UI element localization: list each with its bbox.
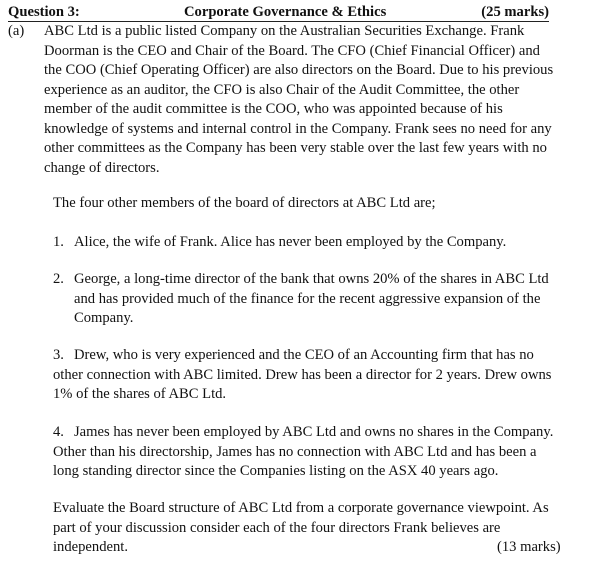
task-line: independent. [53, 539, 128, 555]
list-number: 2. [53, 271, 64, 287]
paragraph-line: experience as an auditor, the CFO is also Chair of the Audit Committee, the other [44, 81, 520, 98]
list-item-line: 1% of the shares of ABC Ltd. [53, 386, 227, 402]
task-line: part of your discussion consider each of the four directors Frank believes are [53, 519, 501, 536]
task-instruction [53, 499, 563, 558]
list-item-line: and has provided much of the finance for the recent aggressive expansion of the [74, 290, 541, 307]
paragraph-line: the COO (Chief Operating Officer) are also directors on the Board. Due to his previous [44, 62, 554, 78]
list-item-line: Other than his directorship, James has no connection with ABC Ltd and has been a [53, 443, 537, 460]
paragraph-line: knowledge of systems and internal control in the Company. Frank sees no need for any [44, 120, 552, 137]
list-item-line: Alice, the wife of Frank. Alice has never been employed by the Company. [74, 234, 507, 250]
list-item-line: James has never been employed by ABC Ltd and owns no shares in the Company. [74, 424, 554, 440]
directors-intro: The four other members of the board of directors at ABC Ltd are; [53, 195, 436, 211]
list-item-line: other connection with ABC limited. Drew has been a director for 2 years. Drew owns [53, 366, 552, 383]
list-number: 3. [53, 347, 64, 363]
paragraph-line: member of the audit committee is the COO, who was appointed because of his [44, 101, 503, 117]
question-marks: (25 marks) [481, 4, 549, 20]
task-marks: (13 marks) [497, 539, 561, 555]
list-number: 1. [53, 234, 64, 250]
list-item-line: long standing director since the Companies listing on the ASX 40 years ago. [53, 463, 499, 479]
scenario-paragraph [44, 22, 564, 178]
list-item-line: Company. [74, 310, 134, 326]
part-label: (a) [8, 23, 25, 39]
question-header [8, 3, 549, 22]
question-number: Question 3: [8, 4, 80, 20]
paragraph-line: other committees as the Company has been very stable over the last few years with no [44, 140, 547, 156]
paragraph-line: ABC Ltd is a public listed Company on the Australian Securities Exchange. Frank [44, 23, 525, 39]
list-item-line: Drew, who is very experienced and the CEO of an Accounting firm that has no [74, 347, 534, 363]
list-item-line: George, a long-time director of the bank that owns 20% of the shares in ABC Ltd [74, 271, 549, 287]
paragraph-line: change of directors. [44, 159, 160, 176]
task-line: Evaluate the Board structure of ABC Ltd from a corporate governance viewpoint. As [53, 500, 549, 516]
paragraph-line: Doorman is the CEO and Chair of the Board. The CFO (Chief Financial Officer) and [44, 42, 540, 59]
list-number: 4. [53, 424, 64, 440]
question-title: Corporate Governance & Ethics [184, 4, 387, 20]
